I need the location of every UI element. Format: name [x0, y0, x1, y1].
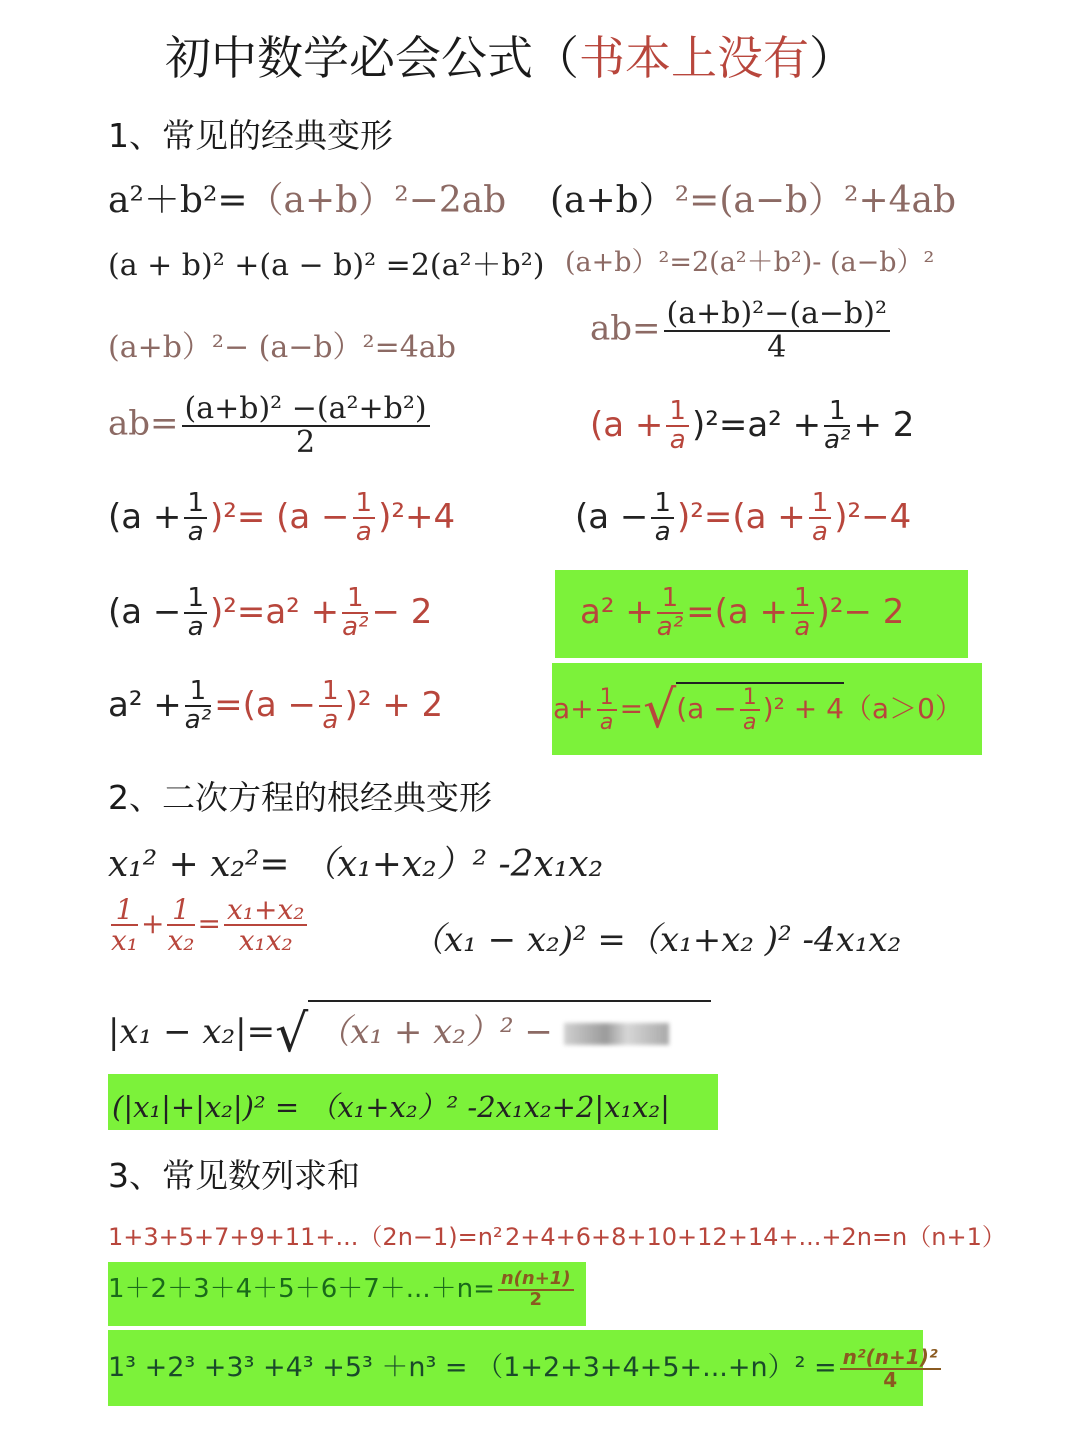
formula-g2-n2: 1 — [167, 895, 194, 926]
formula-5a — [108, 490, 455, 547]
formula-g4-lhs: |x₁ − x₂|= — [108, 1012, 276, 1052]
formula-q1b: 2+4+6+8+10+12+14+...+2n=n（n+1） — [505, 1223, 1006, 1251]
formula-1b-left: (a+b） — [550, 180, 675, 221]
formula-g2-n1: 1 — [111, 895, 138, 926]
formula-6a — [108, 585, 432, 642]
formula-2a: (a + b)² +(a − b)² =2(a²＋b²) — [108, 248, 545, 283]
formula-6a-pre: (a − — [108, 591, 182, 632]
formula-q2 — [108, 1268, 577, 1309]
formula-4b — [590, 398, 914, 455]
formula-7a-den2: a — [322, 705, 339, 736]
formula-5a-pre: (a + — [108, 496, 182, 537]
formula-6a-num2: 1 — [342, 585, 368, 614]
formula-4a — [108, 393, 433, 458]
formula-5b-den2: a — [812, 517, 828, 548]
sqrt-icon: √ — [643, 680, 677, 740]
formula-4b-post: + 2 — [853, 404, 915, 445]
formula-g2-d1: x₁ — [111, 924, 139, 958]
formula-3b-numerator: (a+b)²−(a−b)² — [664, 298, 890, 332]
formula-6b-num: 1 — [657, 585, 683, 614]
title-close: ） — [809, 31, 855, 85]
formula-4b-den: a — [669, 425, 686, 456]
formula-6b-pre: a² + — [580, 591, 654, 632]
formula-7b-inner-post: )² + 4 — [762, 692, 844, 725]
title-red: 书本上没有 — [579, 31, 809, 85]
formula-g3: （x₁ − x₂)² =（x₁+x₂ )² -4x₁x₂ — [410, 920, 902, 960]
formula-6a-num: 1 — [184, 585, 207, 614]
formula-7a-den: a² — [184, 705, 212, 736]
formula-q3-pre: 1³ +2³ +3³ +4³ +5³ ＋n³ = （1+2+3+4+5+...+n）² = — [108, 1352, 837, 1383]
formula-4b-num2: 1 — [824, 398, 850, 427]
formula-7b-den: a — [599, 710, 614, 735]
formula-3b-denominator: 4 — [767, 329, 787, 365]
formula-5b-pre: (a − — [575, 496, 649, 537]
formula-6b-den: a² — [656, 612, 684, 643]
section-heading-1: 1、常见的经典变形 — [108, 116, 393, 155]
title-main: 初中数学必会公式（ — [165, 31, 579, 85]
formula-6b-post: )²− 2 — [816, 591, 905, 632]
section-heading-2: 2、二次方程的根经典变形 — [108, 778, 492, 817]
formula-4b-den2: a² — [824, 425, 851, 456]
blurred-region — [564, 1023, 669, 1045]
formula-4b-pre: (a + — [590, 404, 664, 445]
formula-6b-den2: a — [794, 612, 811, 643]
formula-4b-num: 1 — [666, 398, 689, 427]
formula-1a-left: a²＋b²= — [108, 180, 248, 221]
formula-g2-eq: = — [197, 906, 221, 940]
formula-7b-num2: 1 — [740, 686, 760, 711]
formula-7b-eq: = — [619, 692, 644, 725]
formula-5a-num: 1 — [184, 490, 207, 519]
formula-1b — [550, 172, 956, 223]
formula-3a: (a+b）²− (a−b）²=4ab — [108, 330, 456, 365]
page-title — [165, 22, 855, 88]
formula-q2-num: n(n+1) — [498, 1270, 574, 1291]
formula-7a-post: )² + 2 — [344, 684, 444, 725]
formula-5b-post: )²−4 — [834, 496, 912, 537]
formula-q3 — [108, 1345, 944, 1391]
formula-7b-condition: （a＞0） — [843, 692, 963, 725]
section-heading-3: 3、常见数列求和 — [108, 1156, 360, 1195]
formula-g4 — [108, 1000, 711, 1064]
formula-5b — [575, 490, 911, 547]
formula-7b-inner-pre: (a − — [676, 692, 737, 725]
formula-6a-mid: )²=a² + — [209, 591, 340, 632]
formula-5b-mid: )²=(a + — [676, 496, 806, 537]
formula-g5: (|x₁|+|x₂|)² = （x₁+x₂）² -2x₁x₂+2|x₁x₂| — [112, 1090, 670, 1124]
formula-3b-lhs: ab= — [590, 308, 661, 349]
formula-q1a: 1+3+5+7+9+11+...（2n−1)=n² — [108, 1223, 503, 1251]
formula-q2-den: 2 — [529, 1288, 542, 1310]
formula-7a-num2: 1 — [319, 678, 342, 707]
formula-7a — [108, 678, 443, 735]
formula-6a-den2: a² — [342, 612, 369, 643]
formula-6a-den: a — [187, 612, 204, 643]
formula-6b-num2: 1 — [791, 585, 814, 614]
formula-5b-num2: 1 — [809, 490, 832, 519]
formula-7b-pre: a+ — [553, 692, 594, 725]
formula-4a-numerator: (a+b)² −(a²+b²) — [182, 393, 430, 427]
formula-7a-num: 1 — [185, 678, 211, 707]
formula-7b-num: 1 — [597, 686, 617, 711]
formula-4a-lhs: ab= — [108, 403, 179, 444]
formula-5a-post: )²+4 — [378, 496, 456, 537]
formula-q3-den: 4 — [883, 1367, 898, 1392]
formula-3b — [590, 298, 893, 363]
formula-1a — [108, 172, 506, 223]
formula-7b — [553, 680, 963, 740]
formula-g2-d2: x₂ — [167, 924, 195, 958]
formula-g2-d3: x₁x₂ — [238, 924, 293, 958]
formula-4a-denominator: 2 — [296, 424, 316, 460]
formula-5a-den2: a — [355, 517, 372, 548]
formula-7a-mid: =(a − — [214, 684, 317, 725]
formula-5a-den: a — [187, 517, 204, 548]
formula-5b-den: a — [654, 517, 671, 548]
formula-7b-den2: a — [742, 710, 757, 735]
formula-5a-mid: )²= (a − — [209, 496, 350, 537]
formula-2b: (a+b）²=2(a²＋b²)- (a−b）² — [565, 247, 935, 278]
formula-1a-right: （a+b）²−2ab — [247, 180, 507, 221]
formula-g2 — [108, 895, 310, 956]
formula-6b — [580, 585, 904, 642]
formula-4b-mid: )²=a² + — [691, 404, 822, 445]
formula-6b-mid: =(a + — [686, 591, 789, 632]
sqrt-icon: √ — [275, 1004, 309, 1064]
formula-q3-num: n²(n+1)² — [840, 1347, 941, 1370]
formula-7a-pre: a² + — [108, 684, 182, 725]
formula-g2-n3: x₁+x₂ — [224, 895, 308, 926]
formula-5a-num2: 1 — [353, 490, 376, 519]
formula-1b-right: ²=(a−b）²+4ab — [674, 180, 957, 221]
formula-q2-pre: 1＋2＋3＋4＋5＋6＋7＋...＋n= — [108, 1274, 495, 1304]
formula-5b-num: 1 — [651, 490, 674, 519]
formula-g2-plus: + — [141, 906, 165, 940]
formula-6a-post: − 2 — [371, 591, 433, 632]
formula-g1: x₁² + x₂²= （x₁+x₂）² -2x₁x₂ — [108, 844, 604, 885]
formula-g4-inner: （x₁ + x₂）² − — [316, 1012, 553, 1052]
